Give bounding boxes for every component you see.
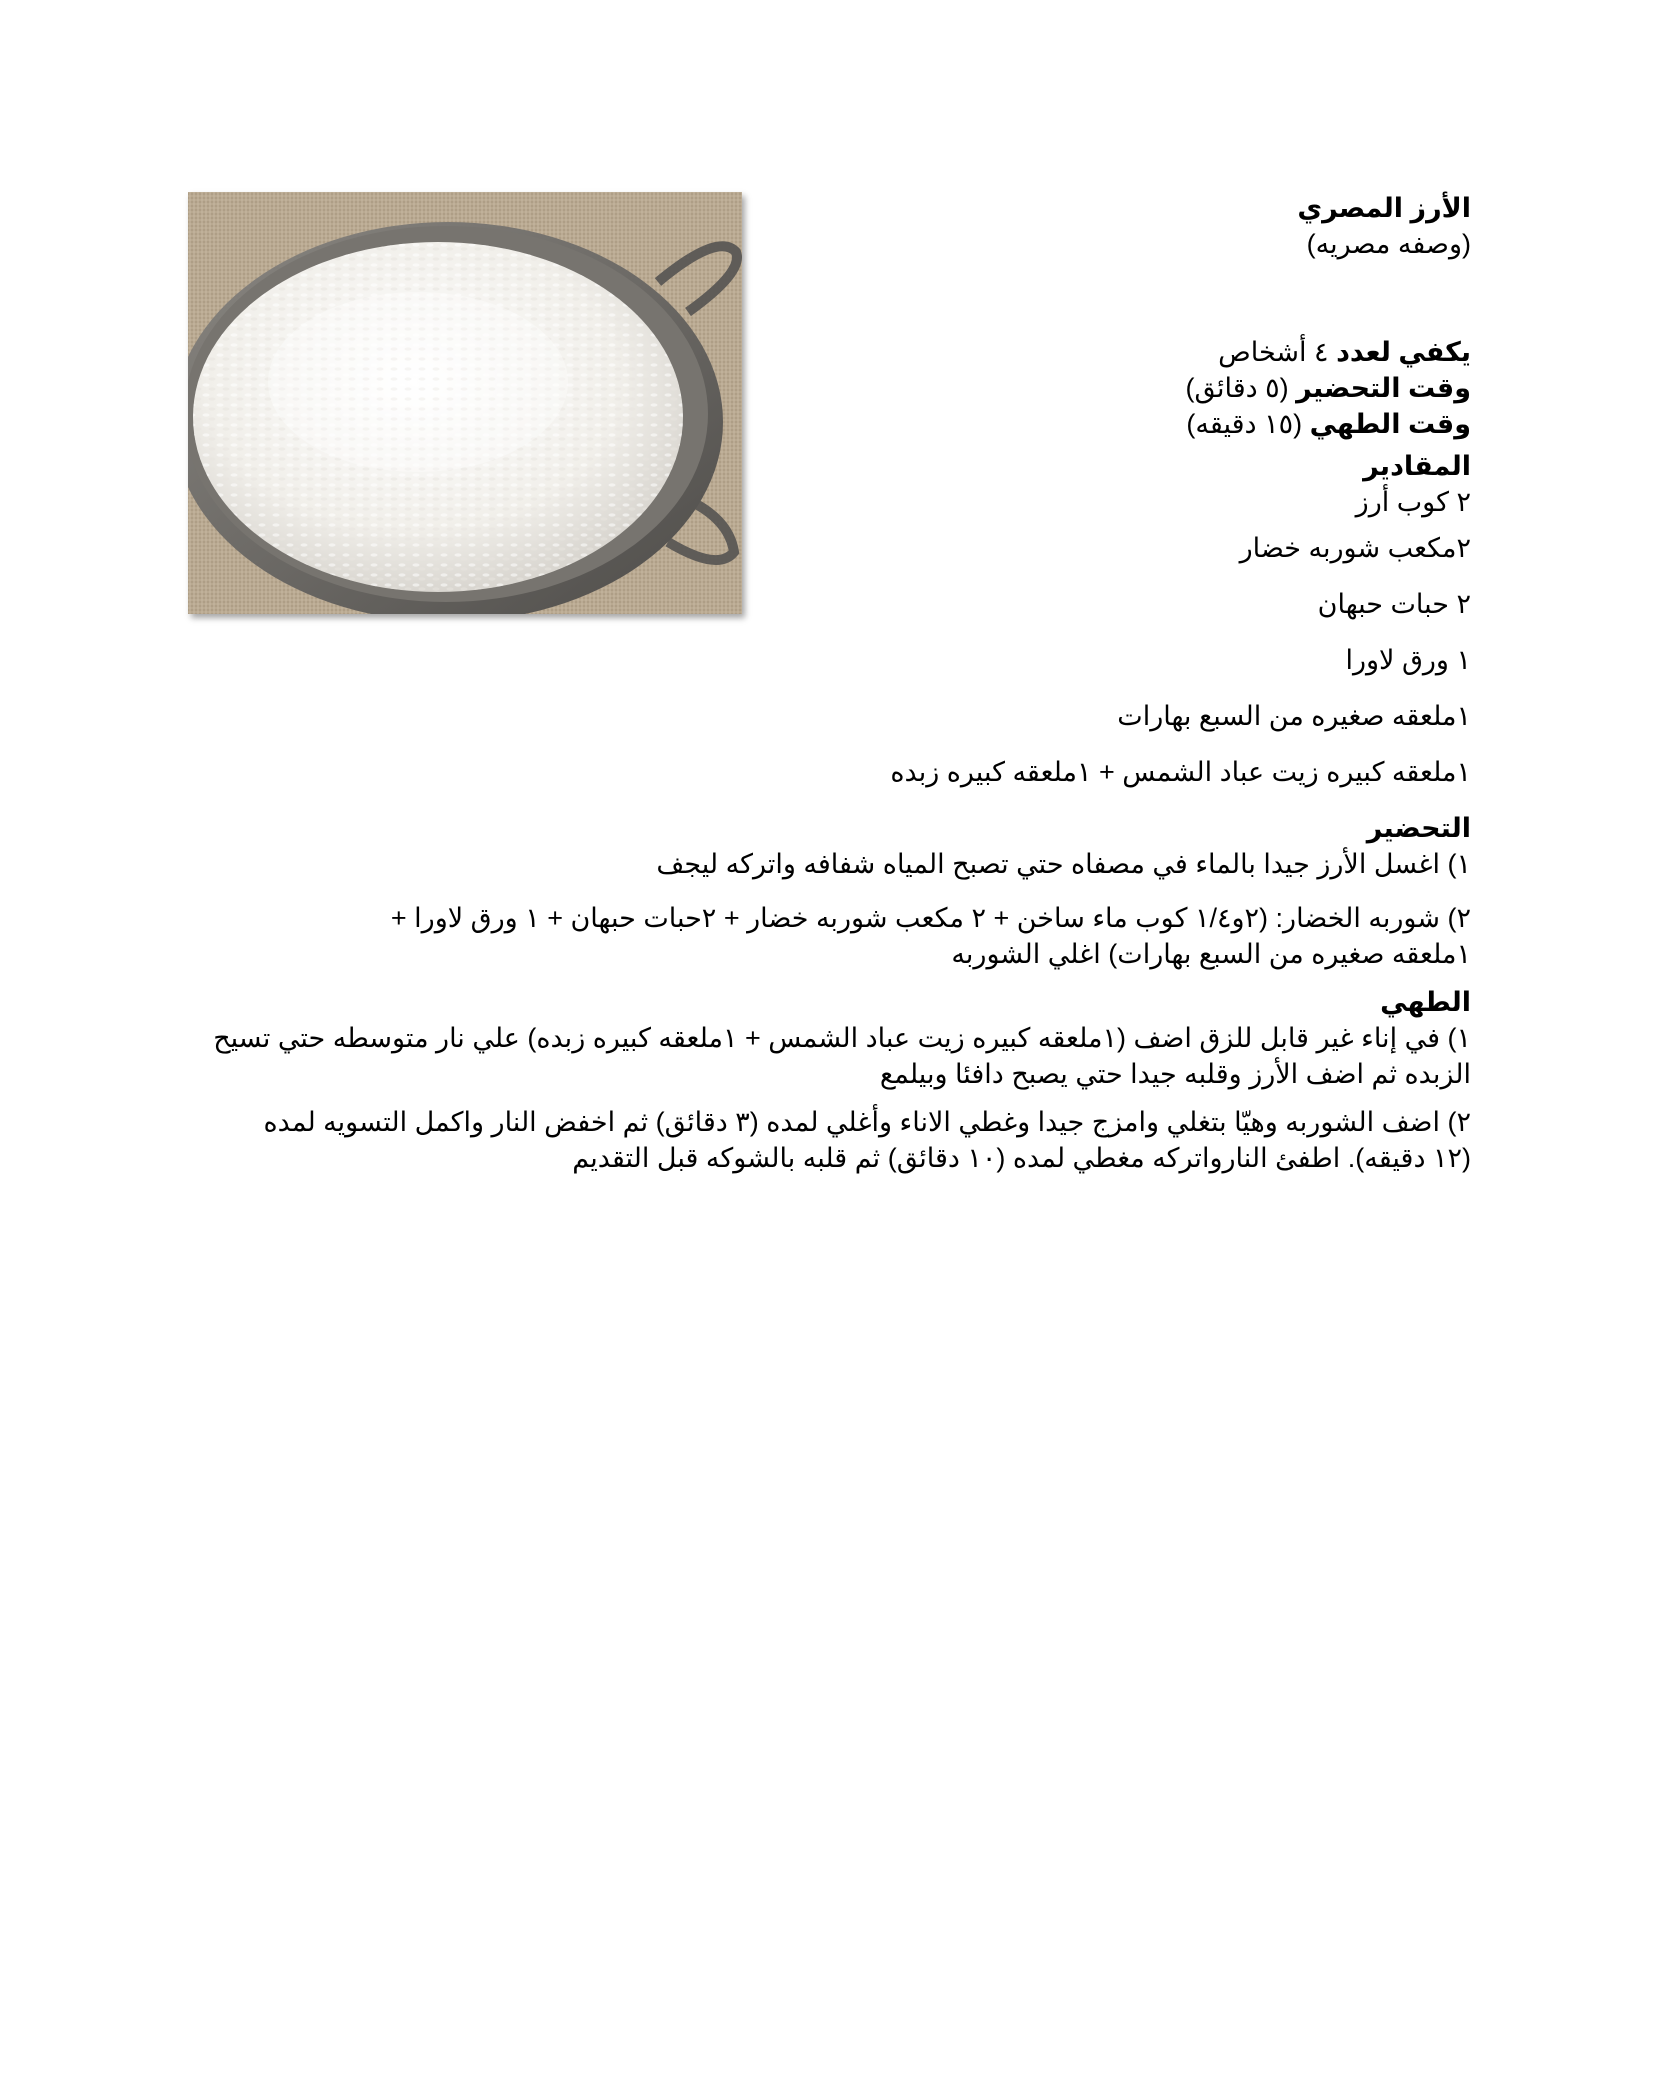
- ingredients-heading: المقادير: [1363, 451, 1471, 481]
- cooking-step: ١) في إناء غير قابل للزق اضف (١ملعقه كبيره زيت عباد الشمس + ١ملعقه كبيره زبده) علي نار متوسطه حتي تسيح الزبده ثم اضف الأرز وقلبه جيدا حتي يصبح دافئا وبيلمع: [213, 1023, 1471, 1089]
- serves-label: يكفي لعدد: [1336, 337, 1471, 367]
- ingredient-item: ١ ورق لاورا: [1345, 645, 1471, 675]
- cook-time-line: [211, 406, 1471, 442]
- cook-time-label: وقت الطهي: [1309, 409, 1471, 439]
- prep-time-label: وقت التحضير: [1296, 373, 1471, 403]
- ingredient-item: ٢ حبات حبهان: [1317, 589, 1471, 619]
- ingredient-item: ٢ كوب أرز: [1355, 487, 1471, 517]
- prep-time-line: [211, 370, 1471, 406]
- ingredient-item: ٢مكعب شوربه خضار: [1239, 533, 1471, 563]
- serves-line: [211, 334, 1471, 370]
- preparation-step: ١) اغسل الأرز جيدا بالماء في مصفاه حتي تصبح المياه شفافه واتركه ليجف: [656, 849, 1471, 879]
- recipe-title: الأرز المصري: [1297, 193, 1471, 223]
- cooking-step: ٢) اضف الشوربه وهيّا بتغلي وامزج جيدا وغطي الاناء وأغلي لمده (٣ دقائق) ثم اخفض النار واكمل التسويه لمده (١٢ دقيقه). اطفئ النارواتركه مغطي لمده (١٠ دقائق) ثم قلبه بالشوكه قبل التقديم: [263, 1107, 1471, 1173]
- ingredient-item: ١ملعقه صغيره من السبع بهارات: [1117, 701, 1471, 731]
- prep-time-value: (٥ دقائق): [1185, 373, 1297, 403]
- recipe-text: [211, 190, 1471, 1188]
- cook-time-value: (١٥ دقيقه): [1186, 409, 1310, 439]
- ingredients-list: [211, 484, 1471, 790]
- recipe-subtitle: (وصفه مصريه): [1306, 229, 1471, 259]
- preparation-step: ٢) شوربه الخضار: (٢و١/٤ كوب ماء ساخن + ٢ مكعب شوربه خضار + ٢حبات حبهان + ١ ورق لاورا + ١ملعقه صغيره من السبع بهارات) اغلي الشوربه: [390, 903, 1471, 969]
- cooking-heading: الطهي: [1380, 987, 1471, 1017]
- preparation-heading: التحضير: [1366, 813, 1471, 843]
- preparation-steps: [211, 846, 1471, 972]
- ingredient-item: ١ملعقه كبيره زيت عباد الشمس + ١ملعقه كبيره زبده: [890, 757, 1471, 787]
- serves-value: ٤ أشخاص: [1218, 337, 1337, 367]
- cooking-steps: [211, 1020, 1471, 1176]
